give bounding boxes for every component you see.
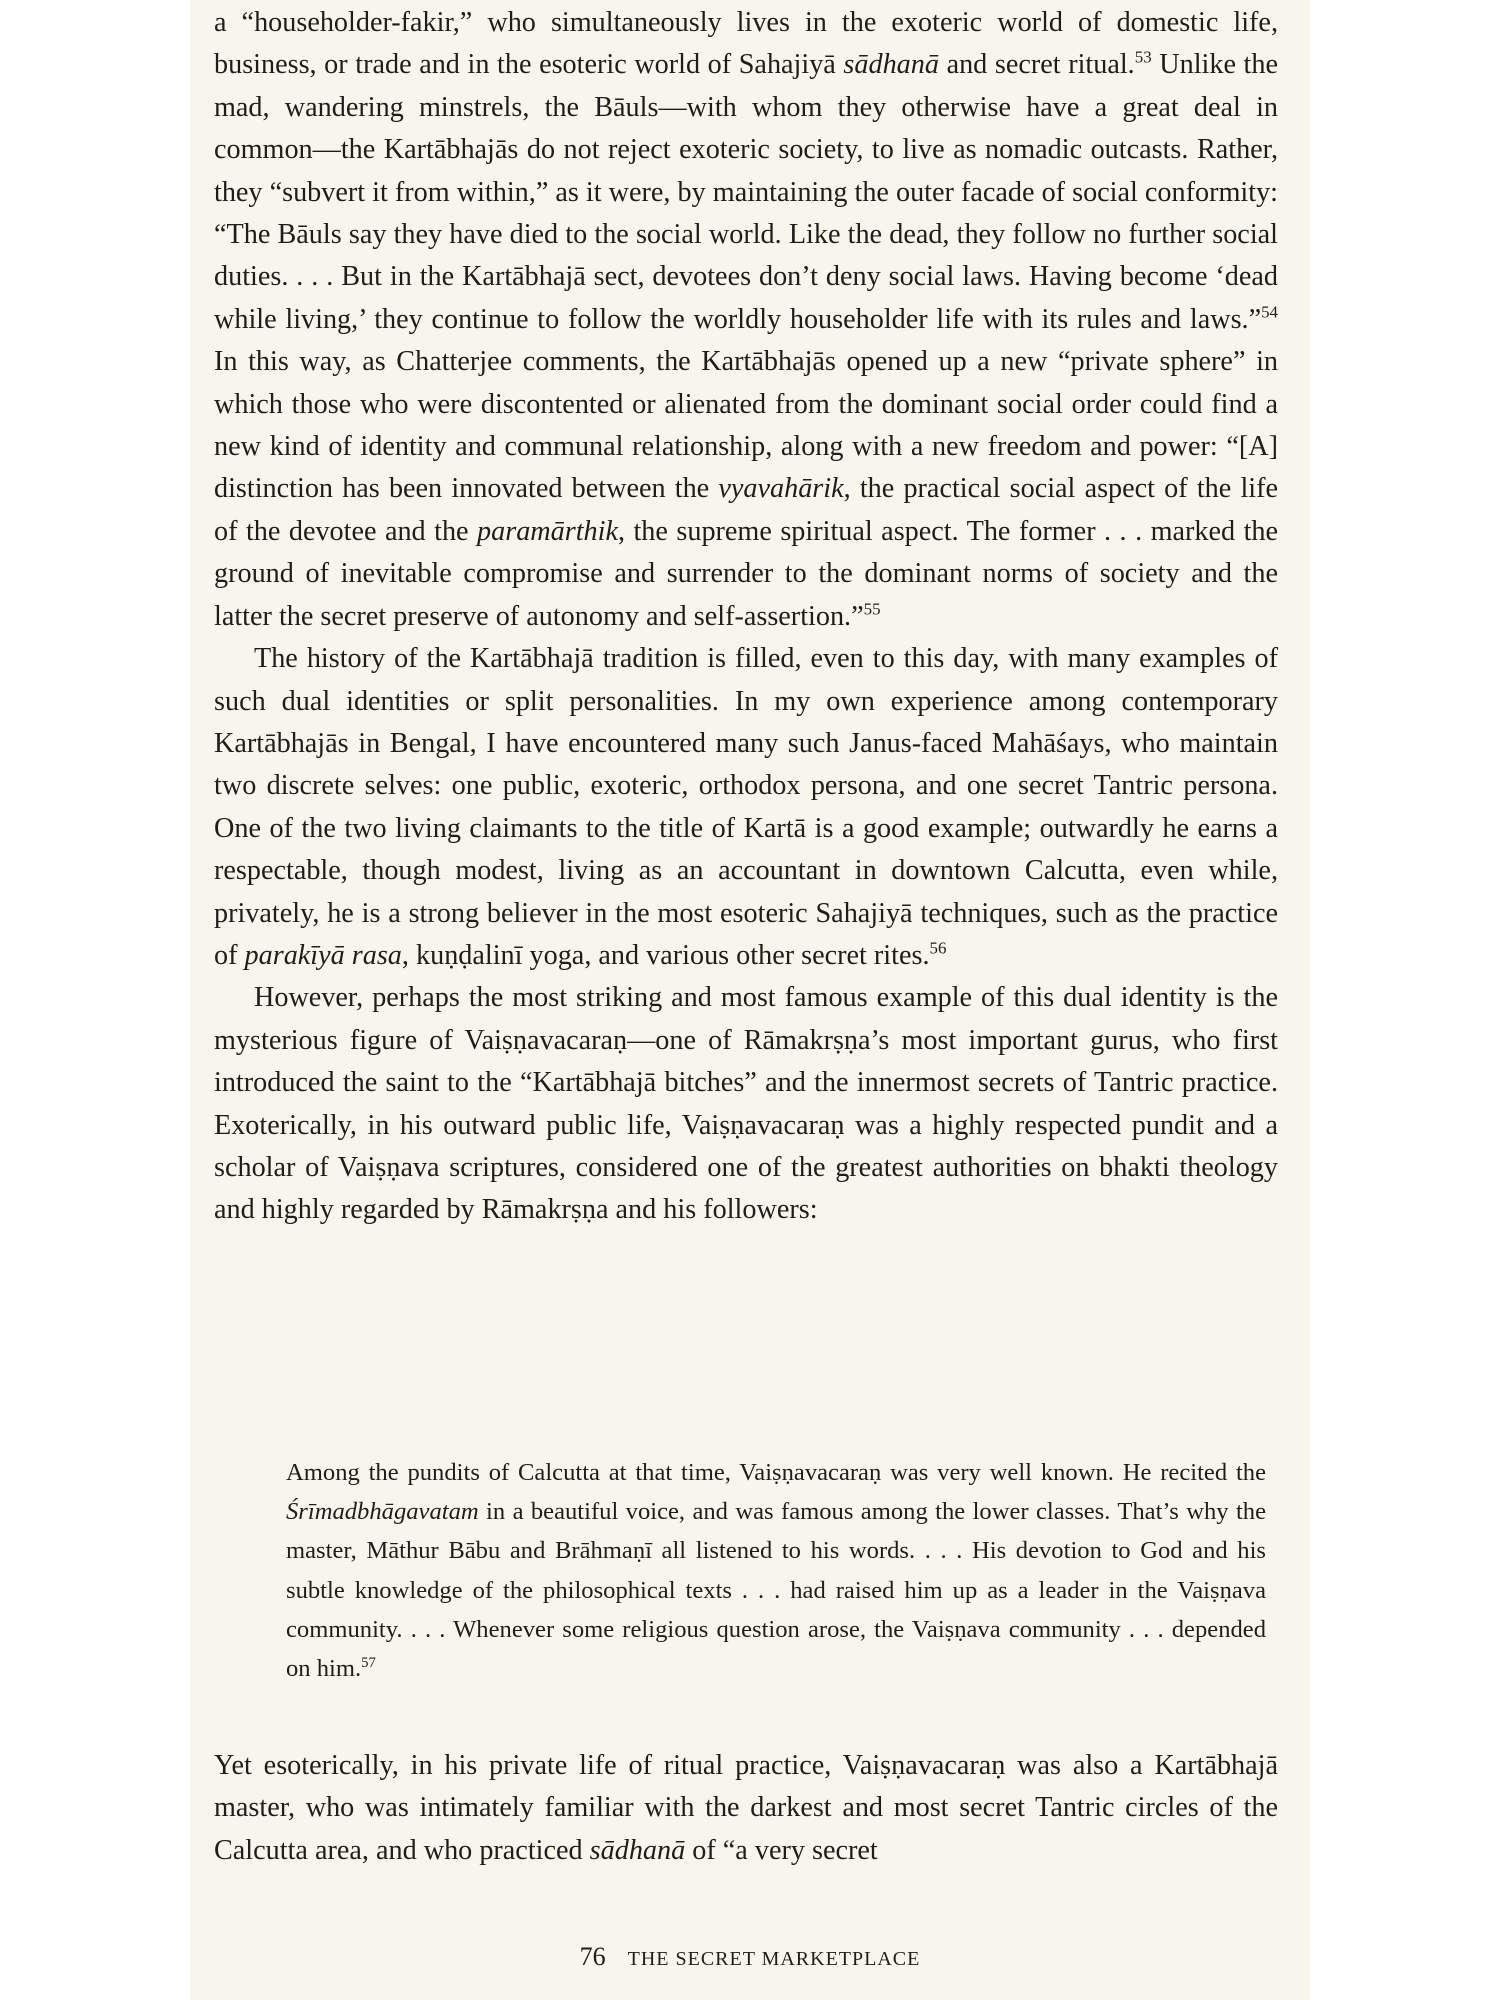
paragraph-1 (214, 2, 1278, 638)
running-head: THE SECRET MARKETPLACE (627, 1948, 921, 1970)
footnote-marker: 56 (929, 938, 947, 958)
text-segment: However, perhaps the most striking and most famous example of this dual identity is the mysterious figure of Vaiṣṇavacaraṇ—one of Rāmakrṣṇa’s most important gurus, who first introduced the saint to the “Kartābhajā bitches” and the innermost secrets of Tantric practice. Exoterically, in his outward public life, Vaiṣṇavacaraṇ was a highly respected pundit and a scholar of Vaiṣṇava scriptures, considered one of the greatest authorities on bhakti theology and highly regarded by Rāmakrṣṇa and his followers: (214, 982, 1278, 1226)
text-segment: Among the pundits of Calcutta at that time, Vaiṣṇavacaraṇ was very well known. He recited the (286, 1459, 1266, 1486)
page-footer (190, 1942, 1310, 1972)
italic-term: vyavahārik (718, 473, 844, 505)
block-quotation (286, 1453, 1266, 1688)
paragraph-3 (214, 977, 1278, 1231)
italic-term: sādhanā (589, 1834, 686, 1866)
text-segment: In this way, as Chatterjee comments, the Kartābhajās opened up a new “private sphere” in which those who were discontented or alienated from the dominant social order could find a new kind of identity and communal relationship, along with a new freedom and power: “[A] distinction has been innovated between the (214, 346, 1278, 505)
text-segment: Unlike the mad, wandering minstrels, the Bāuls—with whom they otherwise have a great deal in common—the Kartābhajās do not reject exoteric society, to live as nomadic outcasts. Rather, they “subvert it from within,” as it were, by maintaining the outer facade of social conformity: “The Bāuls say they have died to the social world. Like the dead, they follow no further social duties. . . . But in the Kartābhajā sect, devotees don’t deny social laws. Having become ‘dead while living,’ they continue to follow the worldly householder life with its rules and laws.” (214, 49, 1278, 335)
italic-title: Śrīmadbhāgavatam (286, 1498, 479, 1526)
footnote-marker: 54 (1261, 302, 1278, 322)
text-segment: a “householder-fakir,” who simultaneously lives in the exoteric world of domestic life, business, or trade and in the esoteric world of Sahajiyā (214, 7, 1278, 81)
main-text-lower (214, 1745, 1278, 1872)
text-segment: of “a very secret (685, 1834, 878, 1866)
footnote-marker: 53 (1134, 48, 1152, 68)
text-segment: , the supreme spiritual aspect. The former . . . marked the ground of inevitable compromise and surrender to the dominant norms of society and the latter the secret preserve of autonomy and self-assertion.” (214, 515, 1279, 632)
italic-term: parakīyā rasa (244, 939, 402, 971)
page-number: 76 (579, 1942, 606, 1971)
text-segment: The history of the Kartābhajā tradition is filled, even to this day, with many examples of such dual identities or split personalities. In my own experience among contemporary Kartābhajās in Bengal, I have encountered many such Janus-faced Mahāśays, who maintain two discrete selves: one public, exoteric, orthodox persona, and one secret Tantric persona. One of the two living claimants to the title of Kartā is a good example; outwardly he earns a respectable, though modest, living as an accountant in downtown Calcutta, even while, privately, he is a strong believer in the most esoteric Sahajiyā techniques, such as the practice of (214, 643, 1278, 971)
text-segment: , kuṇḍalinī yoga, and various other secret rites. (401, 939, 930, 971)
text-segment: and secret ritual. (938, 49, 1135, 81)
text-segment: , the practical social aspect of the life of the devotee and the (214, 473, 1279, 547)
quote-paragraph (286, 1453, 1266, 1688)
footnote-marker: 55 (863, 599, 881, 619)
italic-term: sādhanā (843, 49, 939, 81)
text-segment: Yet esoterically, in his private life of ritual practice, Vaiṣṇavacaraṇ was also a Kartābhajā master, who was intimately familiar with the darkest and most secret Tantric circles of the Calcutta area, and who practiced (214, 1750, 1278, 1866)
main-text-upper (214, 2, 1278, 1232)
italic-term: paramārthik (477, 515, 618, 547)
paragraph-2 (214, 638, 1278, 977)
book-page (190, 0, 1310, 2000)
paragraph-4 (214, 1745, 1278, 1872)
footnote-marker: 57 (361, 1654, 376, 1671)
text-segment: in a beautiful voice, and was famous among the lower classes. That’s why the master, Māthur Bābu and Brāhmaṇī all listened to his words. . . . His devotion to God and his subtle knowledge of the philosophical texts . . . had raised him up as a leader in the Vaiṣṇava community. . . . Whenever some religious question arose, the Vaiṣṇava community . . . depended on him. (286, 1498, 1266, 1683)
